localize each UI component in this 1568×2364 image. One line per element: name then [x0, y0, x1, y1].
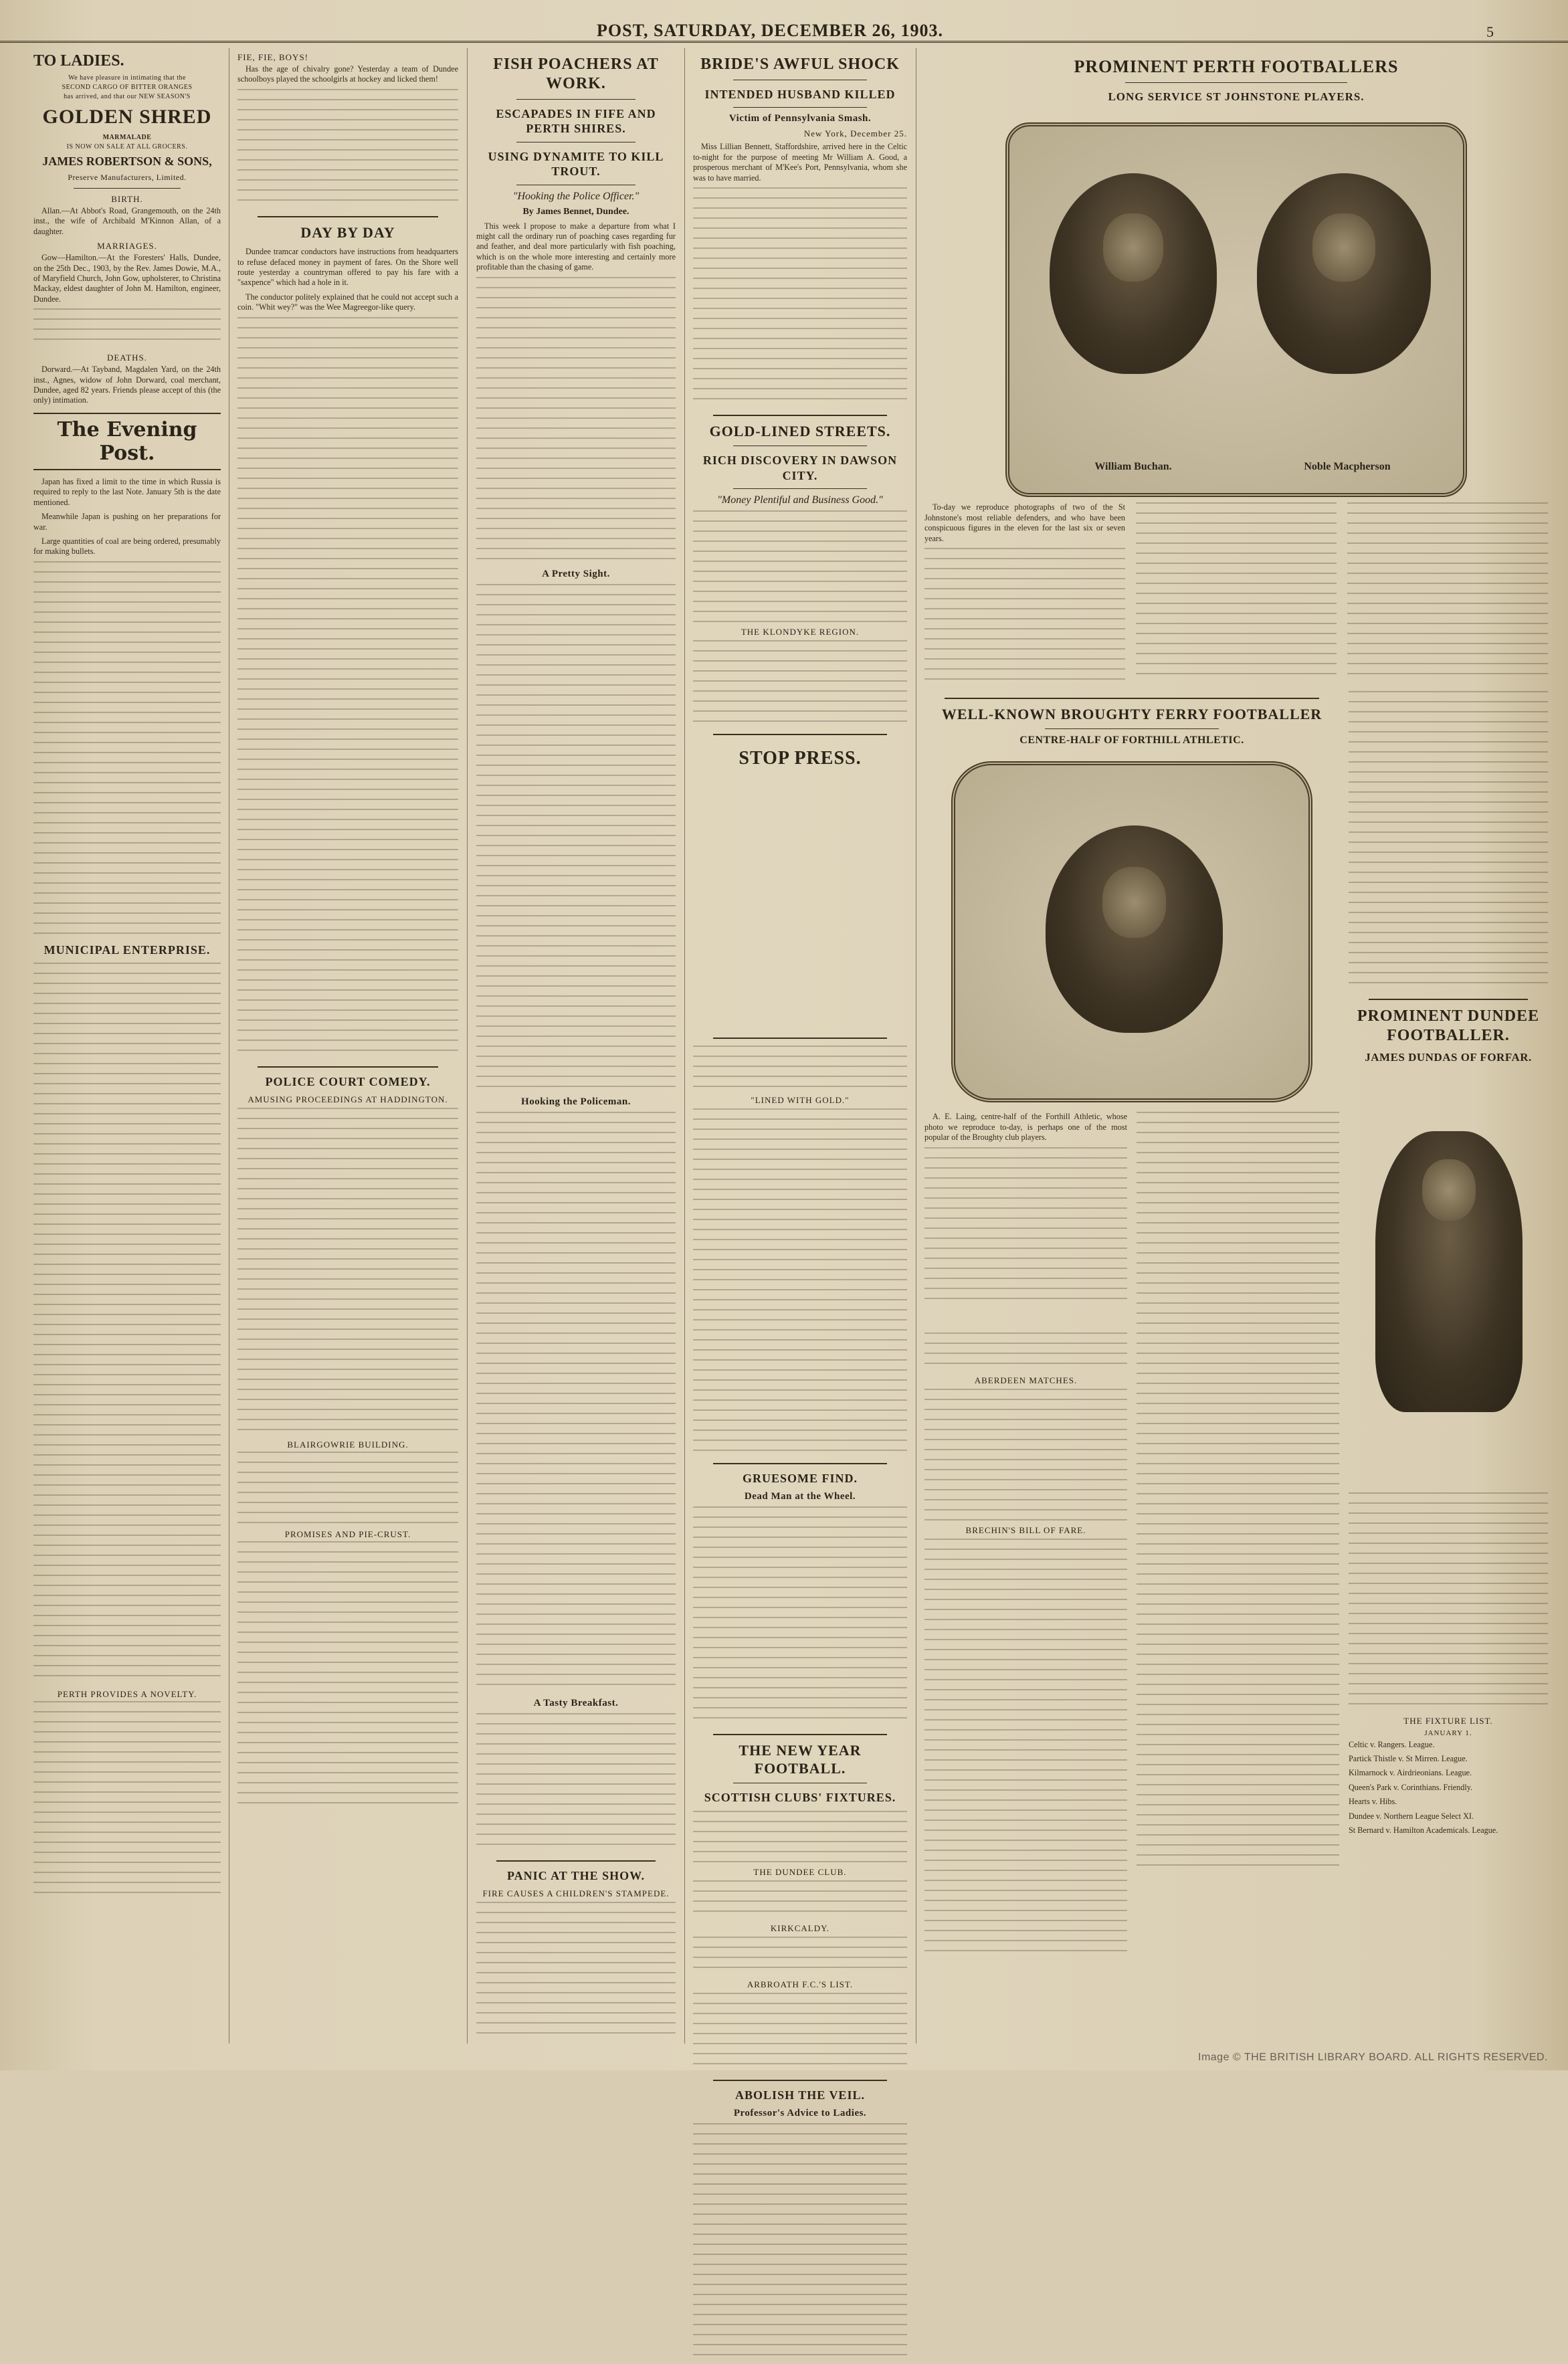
photo-frame-laing — [951, 761, 1312, 1102]
headline-abolish-veil: ABOLISH THE VEIL. — [735, 2088, 865, 2102]
subhead: USING DYNAMITE TO KILL TROUT. — [488, 149, 664, 179]
fixture-line: Dundee v. Northern League Select XI. — [1349, 1811, 1474, 1821]
column-4 — [686, 48, 914, 2119]
headline-gruesome: GRUESOME FIND. — [742, 1471, 858, 1485]
headline-police-court: POLICE COURT COMEDY. — [265, 1074, 431, 1088]
fixture-line: Celtic v. Rangers. League. — [1349, 1739, 1435, 1749]
article-paragraph: To-day we reproduce photographs of two of the St Johnstone's most reliable defenders, and who have been conspicuous figures in the eleven for the last six or seven years. — [924, 502, 1125, 543]
article-paragraph: This week I propose to make a departure from what I might call the ordinary run of poaching cases regarding fur and feather, and deal more particularly with fish poaching, which is on the whole more interesting and certainly more profitable than the chasing of game. — [476, 221, 676, 272]
subhead: Professor's Advice to Ladies. — [733, 2108, 867, 2119]
births-text: Allan.—At Abbot's Road, Grangemouth, on the 24th inst., the wife of Archibald M'Kinnon Allan, of a daughter. — [33, 206, 221, 236]
column-3 — [470, 48, 682, 2044]
headline-panic: PANIC AT THE SHOW. — [506, 1868, 646, 1882]
headline-stop-press: STOP PRESS. — [739, 748, 862, 769]
subhead: SCOTTISH CLUBS' FIXTURES. — [704, 1791, 896, 1805]
perth-article — [924, 502, 1548, 682]
article-paragraph: Japan has fixed a limit to the time in which Russia is required to reply to the last Note. January 5th is the date mentioned. — [33, 476, 221, 507]
fixture-line: Queen's Park v. Corinthians. Friendly. — [1349, 1782, 1473, 1792]
masthead-title: POST, SATURDAY, DECEMBER 26, 1903. — [597, 21, 943, 40]
headline-perth-footballers: PROMINENT PERTH FOOTBALLERS — [1074, 57, 1399, 76]
ad-heading: TO LADIES. — [33, 52, 124, 70]
crosshead: THE FIXTURE LIST. — [1403, 1715, 1493, 1726]
headline-fish-poachers: FISH POACHERS AT WORK. — [493, 56, 659, 92]
ad-sale: IS NOW ON SALE AT ALL GROCERS. — [66, 143, 188, 151]
lower-section — [924, 691, 1548, 1953]
headline-gold-lined: GOLD-LINED STREETS. — [709, 422, 891, 439]
subhead: ESCAPADES IN FIFE AND PERTH SHIRES. — [496, 106, 656, 136]
crosshead: THE DUNDEE CLUB. — [753, 1866, 847, 1877]
headline-broughty-ferry: WELL-KNOWN BROUGHTY FERRY FOOTBALLER — [941, 706, 1322, 723]
fixtures-list — [1349, 1740, 1548, 1836]
caption-macpherson: Noble Macpherson — [1304, 461, 1391, 473]
crosshead: Hooking the Policeman. — [521, 1096, 631, 1107]
page-number: 5 — [1486, 23, 1494, 40]
births-heading: BIRTH. — [111, 194, 143, 204]
article-paragraph: Large quantities of coal are being ordered, presumably for making bullets. — [33, 536, 221, 557]
photo-james-dundas — [1349, 1078, 1548, 1492]
photo-william-buchan — [1050, 173, 1217, 374]
subhead-blairgowrie: BLAIRGOWRIE BUILDING. — [287, 1440, 409, 1450]
crosshead: "LINED WITH GOLD." — [751, 1094, 850, 1105]
deaths-heading: DEATHS. — [106, 353, 148, 363]
subhead: JAMES DUNDAS OF FORFAR. — [1365, 1050, 1532, 1064]
ad-sub: MARMALADE — [102, 134, 152, 141]
article-paragraph: Dundee tramcar conductors have instructions from headquarters to refuse defaced money in payment of fares. On the Shore well route yesterday a countryman offered to pay his fare with a "saxpence" which had a hole in it. — [237, 247, 458, 288]
byline: By James Bennet, Dundee. — [522, 206, 629, 217]
crosshead: ARBROATH F.C.'S LIST. — [747, 1979, 854, 1989]
dateline: New York, December 25. — [803, 128, 907, 139]
photo-ae-laing — [1046, 825, 1223, 1033]
ad-line: has arrived, and that our NEW SEASON'S — [64, 93, 191, 100]
headline-new-year-football: THE NEW YEAR FOOTBALL. — [739, 1742, 862, 1777]
advertisement — [33, 52, 221, 183]
article-paragraph: The conductor politely explained that he could not accept such a coin. "Whit wey?" was the Wee Magreegor-like query. — [237, 292, 458, 312]
fixture-line: St Bernard v. Hamilton Academicals. League. — [1349, 1826, 1498, 1836]
crosshead: A Tasty Breakfast. — [533, 1697, 619, 1708]
article-paragraph: Has the age of chivalry gone? Yesterday a team of Dundee schoolboys played the schoolgirls at hockey and licked them! — [237, 64, 458, 84]
ad-line: We have pleasure in intimating that the — [68, 74, 186, 82]
kicker: FIE, FIE, BOYS! — [237, 52, 309, 62]
crosshead: A Pretty Sight. — [542, 568, 610, 579]
subhead: FIRE CAUSES A CHILDREN'S STAMPEDE. — [482, 1888, 670, 1899]
column-5 — [918, 48, 1555, 2044]
deaths-text: Dorward.—At Tayband, Magdalen Yard, on the 24th inst., Agnes, widow of John Dorward, coal merchant, Dundee, aged 82 years. Friends please accept of this (the only) intimation. — [33, 365, 221, 405]
subhead: AMUSING PROCEEDINGS AT HADDINGTON. — [248, 1094, 448, 1105]
fixture-line: Partick Thistle v. St Mirren. League. — [1349, 1754, 1468, 1764]
ad-line: SECOND CARGO OF BITTER ORANGES — [62, 84, 193, 91]
marriages-heading: MARRIAGES. — [97, 241, 157, 252]
photo-noble-macpherson — [1257, 173, 1431, 374]
article-paragraph: Meanwhile Japan is pushing on her preparations for war. — [33, 512, 221, 532]
subhead: CENTRE-HALF OF FORTHILL ATHLETIC. — [1019, 734, 1244, 747]
crosshead: BRECHIN'S BILL OF FARE. — [965, 1525, 1086, 1536]
fixture-line: Hearts v. Hibs. — [1349, 1797, 1397, 1807]
subhead: LONG SERVICE ST JOHNSTONE PLAYERS. — [1108, 90, 1365, 104]
article-paragraph: A. E. Laing, centre-half of the Forthill Athletic, whose photo we reproduce to-day, is perhaps one of the most popular of the Broughty club players. — [924, 1112, 1127, 1143]
article-paragraph: Miss Lillian Bennett, Staffordshire, arrived here in the Celtic to-night for the purpose of meeting Mr William A. Good, a prosperous merchant of M'Kee's Port, Pennsylvania, whom she was to have married. — [693, 142, 907, 183]
column-2 — [231, 48, 465, 2044]
crosshead: JANUARY 1. — [1424, 1729, 1472, 1737]
headline-day-by-day: DAY BY DAY — [300, 223, 395, 241]
ad-maker: JAMES ROBERTSON & SONS, — [42, 155, 212, 168]
subhead: Victim of Pennsylvania Smash. — [728, 113, 872, 124]
photo-frame-perth — [1005, 122, 1467, 497]
copyright-watermark: Image © THE BRITISH LIBRARY BOARD. ALL RIGHTS RESERVED. — [1198, 2052, 1548, 2063]
subhead: Dead Man at the Wheel. — [744, 1491, 856, 1502]
fixture-line: Kilmarnock v. Airdrieonians. League. — [1349, 1768, 1472, 1778]
headline-dundee-footballer: PROMINENT DUNDEE FOOTBALLER. — [1357, 1007, 1540, 1044]
paper-name: The Evening Post. — [33, 413, 221, 470]
subhead-promises: PROMISES AND PIE-CRUST. — [284, 1529, 411, 1540]
caption-buchan: William Buchan. — [1094, 461, 1172, 473]
ad-maker-sub: Preserve Manufacturers, Limited. — [68, 173, 187, 182]
column-1 — [27, 48, 227, 2044]
crosshead: THE KLONDYKE REGION. — [741, 627, 860, 637]
marriages-text: Gow—Hamilton.—At the Foresters' Halls, Dundee, on the 25th Dec., 1903, by the Rev. James Dowie, M.A., of Maryfield Church, John Gow, upholsterer, to Christina Mackay, eldest daughter of John M. Hamilton, engineer, Dundee. — [33, 253, 221, 304]
subhead-quote: "Hooking the Police Officer." — [512, 190, 640, 202]
headline-perth: PERTH PROVIDES A NOVELTY. — [57, 1689, 197, 1700]
masthead — [0, 9, 1568, 43]
subhead-quote: "Money Plentiful and Business Good." — [717, 494, 883, 506]
headline-brides-shock: BRIDE'S AWFUL SHOCK — [700, 56, 900, 73]
crosshead: KIRKCALDY. — [770, 1923, 830, 1933]
ad-product: GOLDEN SHRED — [42, 106, 212, 128]
subhead: RICH DISCOVERY IN DAWSON CITY. — [702, 454, 898, 482]
subhead: INTENDED HUSBAND KILLED — [704, 87, 896, 101]
crosshead: ABERDEEN MATCHES. — [974, 1375, 1078, 1386]
headline-municipal: MUNICIPAL ENTERPRISE. — [43, 943, 211, 957]
